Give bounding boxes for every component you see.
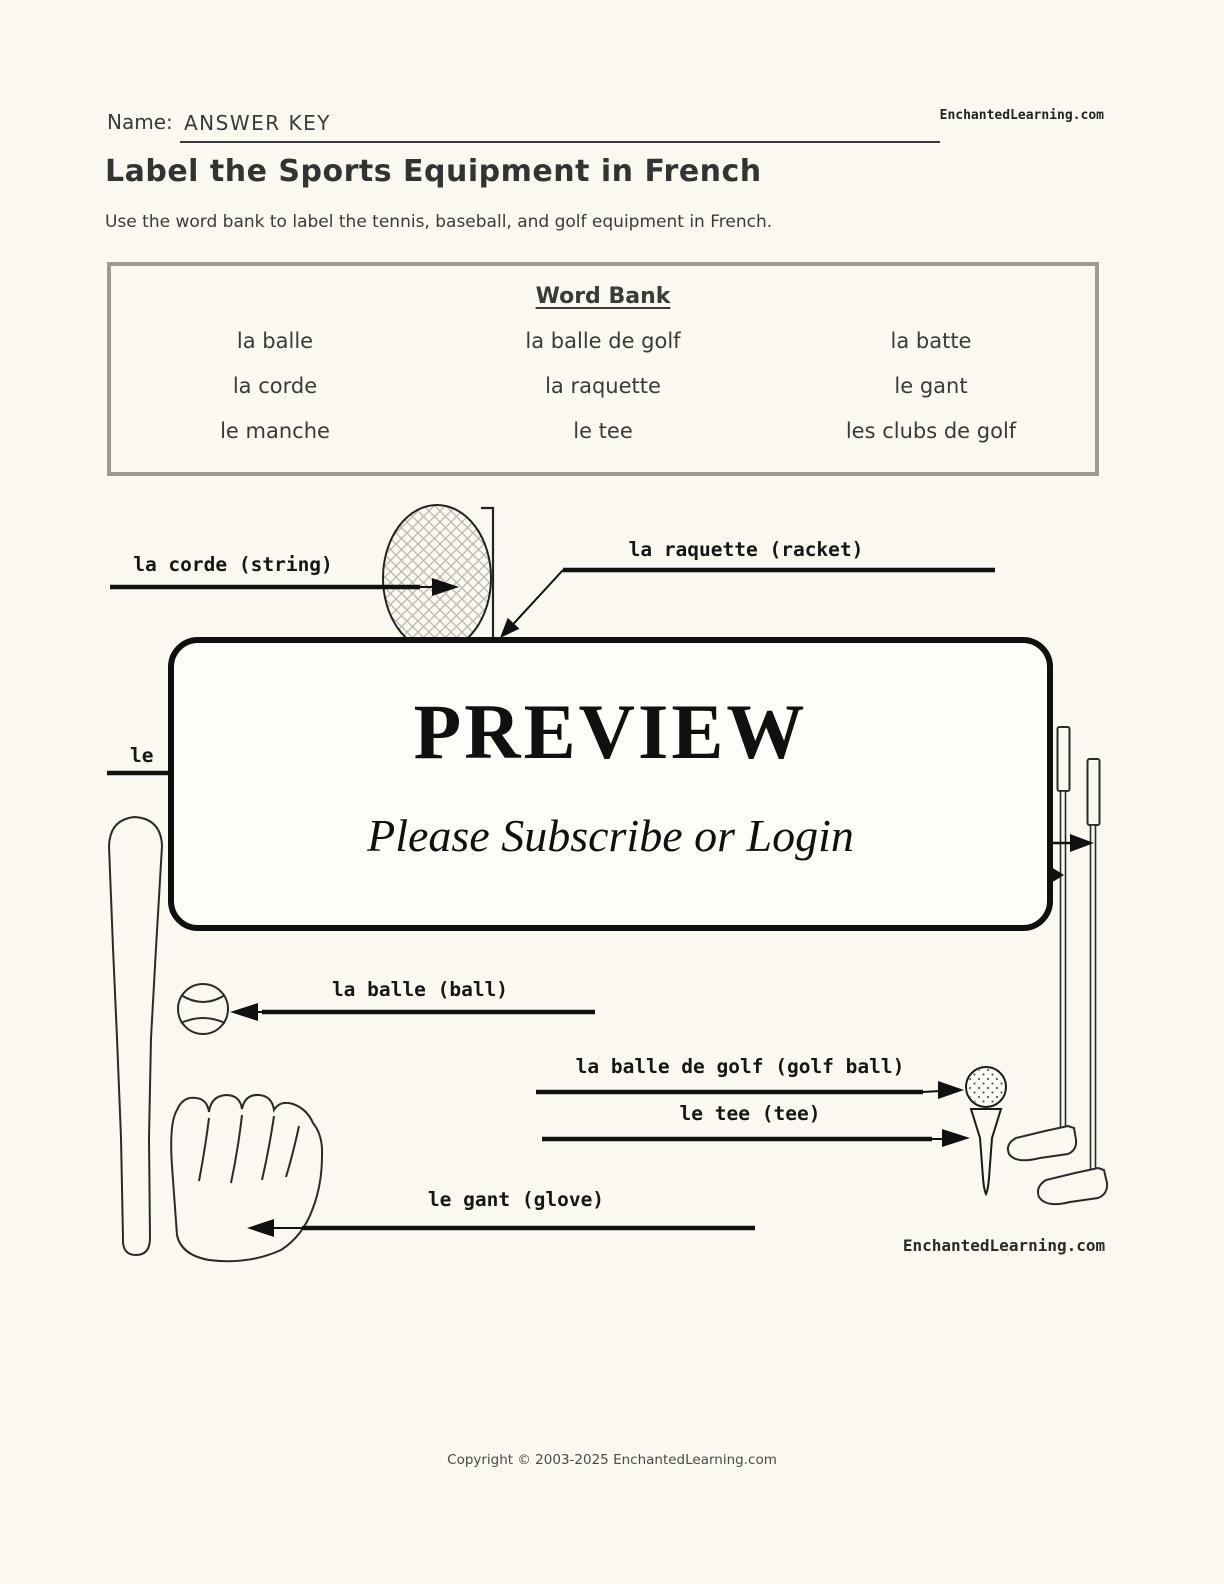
site-name-header: EnchantedLearning.com [939,108,1104,123]
word-bank-box [107,262,1099,476]
baseball-glove-drawing [171,1095,322,1261]
golf-ball-label: la balle de golf (golf ball) [575,1055,905,1078]
word-bank-item: la corde [232,374,318,398]
word-bank-item: le manche [220,419,330,443]
tee-label: le tee (tee) [679,1102,821,1125]
word-bank-item: la raquette [545,374,661,398]
string-label: la corde (string) [133,553,333,576]
golf-ball-drawing [966,1067,1006,1107]
ball-label: la balle (ball) [331,978,509,1001]
word-bank-item: les clubs de golf [845,419,1017,443]
preview-overlay [168,637,1053,931]
golf-ball-callout-line [536,1081,964,1099]
golf-tee-drawing [971,1109,1001,1194]
preview-title: PREVIEW [413,688,808,775]
word-bank-item: le gant [894,374,968,398]
tennis-racket-drawing [383,505,493,651]
copyright-text: Copyright © 2003-2025 EnchantedLearning.com [447,1452,777,1468]
preview-subtitle: Please Subscribe or Login [367,810,854,861]
racket-label: la raquette (racket) [628,538,864,561]
tee-callout-line [542,1129,970,1147]
answer-key-value: ANSWER KEY [184,111,331,135]
name-label: Name: [107,110,173,134]
instructions-text: Use the word bank to label the tennis, baseball, and golf equipment in French. [105,212,773,232]
word-bank-item: la batte [890,329,972,353]
diagram-credit: EnchantedLearning.com [902,1236,1106,1255]
golf-clubs-callout-line [1050,834,1094,883]
name-underline [180,141,940,143]
glove-callout-line [247,1219,755,1237]
baseball-drawing [178,984,228,1034]
word-bank-item: la balle de golf [525,329,681,353]
page-title: Label the Sports Equipment in French [105,154,762,189]
ball-callout-line [230,1003,595,1021]
word-bank-item: la balle [236,329,314,353]
baseball-bat-drawing [109,817,162,1255]
racket-callout-line [500,570,995,638]
word-bank-grid [111,319,1095,454]
handle-label-partial: le [130,744,154,767]
word-bank-item: le tee [573,419,633,443]
word-bank-title: Word Bank [535,284,671,309]
glove-label: le gant (glove) [427,1188,605,1211]
